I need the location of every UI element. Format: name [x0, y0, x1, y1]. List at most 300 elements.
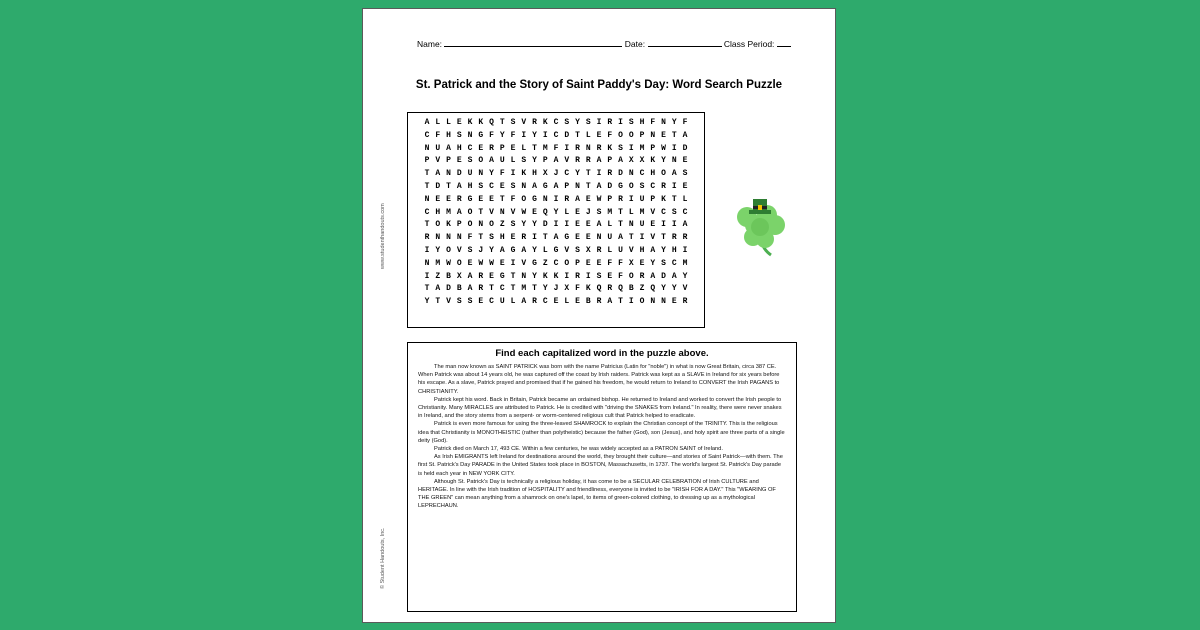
grid-row	[412, 284, 700, 297]
grid-letter: S	[618, 143, 623, 153]
grid-letter: I	[553, 220, 559, 230]
grid-letter: N	[446, 169, 451, 179]
grid-letter: Q	[596, 284, 602, 294]
grid-letter: G	[510, 245, 516, 255]
grid-letter: D	[661, 271, 666, 281]
grid-letter: E	[499, 181, 505, 191]
grid-letter: E	[435, 194, 441, 204]
grid-letter: Y	[671, 118, 677, 127]
grid-letter: Y	[650, 258, 656, 268]
grid-letter: P	[456, 220, 462, 230]
grid-letter: M	[607, 207, 613, 217]
grid-letter: Y	[532, 156, 537, 166]
grid-letter: R	[661, 181, 666, 191]
grid-letter: N	[424, 258, 430, 268]
grid-letter: C	[489, 181, 494, 191]
grid-letter: A	[435, 284, 441, 294]
grid-row	[412, 246, 700, 259]
grid-letter: K	[553, 271, 559, 281]
grid-letter: A	[521, 245, 527, 255]
grid-letter: A	[650, 245, 656, 255]
grid-letter: U	[639, 194, 645, 204]
grid-letter: T	[585, 169, 591, 179]
grid-letter: N	[521, 271, 527, 281]
side-copyright: © Student Handouts, Inc.	[380, 527, 386, 589]
grid-letter: A	[467, 271, 473, 281]
date-label: Date:	[624, 39, 646, 49]
grid-letter: M	[521, 284, 527, 294]
instructions-paragraph: As Irish EMIGRANTS left Ireland for destinations around the world, they brought their culture—and stories of Saint Patrick—with them. The first St. Patrick's Day PARADE in the United States took place in BOSTON, Massachusetts, in 1737. The world's largest St. Patrick's Day parade is held each year in NEW YORK CITY.	[418, 454, 783, 477]
grid-letter: C	[424, 207, 430, 217]
grid-letter: O	[521, 194, 527, 204]
grid-letter: S	[467, 245, 473, 255]
grid-letter: A	[446, 143, 451, 153]
grid-letter: E	[585, 233, 591, 243]
grid-letter: V	[521, 258, 527, 268]
period-label: Class Period:	[723, 39, 775, 49]
grid-row	[412, 182, 700, 195]
grid-letter: L	[607, 245, 613, 255]
grid-letter: C	[661, 207, 666, 217]
grid-letter: N	[435, 233, 441, 243]
grid-letter: R	[585, 156, 591, 166]
grid-letter: T	[542, 233, 548, 243]
grid-letter: E	[650, 220, 656, 230]
grid-letter: I	[553, 194, 559, 204]
grid-letter: C	[489, 297, 494, 307]
grid-letter: A	[424, 118, 430, 127]
grid-letter: K	[542, 118, 548, 127]
grid-letter: T	[532, 143, 537, 153]
grid-letter: G	[499, 271, 505, 281]
grid-letter: O	[478, 156, 484, 166]
grid-letter: A	[499, 245, 505, 255]
grid-letter: T	[424, 181, 430, 191]
grid-letter: L	[682, 194, 688, 204]
grid-letter: Y	[682, 271, 688, 281]
grid-letter: K	[478, 118, 484, 127]
grid-letter: F	[467, 233, 473, 243]
grid-letter: W	[478, 258, 484, 268]
shamrock-icon	[731, 195, 789, 257]
grid-letter: C	[682, 207, 688, 217]
grid-letter: S	[596, 207, 602, 217]
grid-row	[412, 208, 700, 221]
grid-letter: L	[521, 143, 527, 153]
grid-letter: N	[456, 233, 462, 243]
period-blank	[777, 39, 791, 47]
grid-letter: U	[618, 245, 623, 255]
grid-letter: N	[628, 169, 634, 179]
grid-letter: V	[650, 207, 656, 217]
grid-letter: L	[628, 207, 634, 217]
grid-letter: O	[628, 181, 634, 191]
grid-row	[412, 131, 700, 144]
grid-letter: T	[489, 284, 494, 294]
grid-letter: E	[639, 258, 645, 268]
grid-letter: V	[446, 297, 451, 307]
grid-letter: D	[607, 181, 613, 191]
grid-letter: I	[596, 169, 602, 179]
grid-letter: F	[682, 118, 688, 127]
grid-letter: J	[553, 169, 559, 179]
grid-letter: S	[564, 118, 570, 127]
grid-letter: P	[607, 194, 613, 204]
grid-row	[412, 195, 700, 208]
grid-letter: F	[435, 130, 441, 140]
grid-letter: T	[671, 130, 677, 140]
grid-letter: C	[564, 169, 570, 179]
grid-letter: B	[456, 284, 462, 294]
grid-letter: R	[575, 156, 580, 166]
grid-letter: R	[575, 271, 580, 281]
grid-letter: Y	[553, 207, 559, 217]
grid-row	[412, 272, 700, 285]
grid-letter: I	[564, 143, 570, 153]
grid-letter: P	[650, 194, 656, 204]
grid-letter: N	[650, 297, 656, 307]
grid-letter: T	[499, 194, 505, 204]
grid-letter: M	[639, 143, 645, 153]
grid-letter: F	[510, 194, 516, 204]
grid-letter: V	[682, 284, 688, 294]
grid-letter: A	[467, 284, 473, 294]
grid-letter: D	[456, 169, 462, 179]
grid-letter: A	[489, 156, 494, 166]
grid-letter: E	[585, 194, 591, 204]
grid-letter: O	[489, 220, 494, 230]
grid-letter: I	[661, 220, 666, 230]
grid-letter: Y	[532, 130, 537, 140]
grid-letter: R	[682, 297, 688, 307]
grid-letter: Y	[521, 220, 527, 230]
grid-letter: Y	[661, 284, 666, 294]
grid-letter: A	[671, 271, 677, 281]
grid-letter: R	[618, 194, 623, 204]
grid-letter: E	[682, 156, 688, 166]
grid-letter: Q	[650, 284, 656, 294]
grid-letter: R	[521, 233, 527, 243]
grid-letter: U	[435, 143, 441, 153]
grid-letter: S	[661, 258, 666, 268]
grid-letter: K	[585, 284, 591, 294]
grid-letter: F	[618, 258, 623, 268]
grid-letter: P	[575, 258, 580, 268]
grid-letter: S	[628, 118, 634, 127]
grid-letter: A	[682, 220, 688, 230]
grid-letter: N	[446, 233, 451, 243]
grid-letter: T	[618, 220, 623, 230]
grid-letter: T	[478, 233, 484, 243]
grid-letter: Y	[489, 245, 494, 255]
grid-letter: E	[510, 233, 516, 243]
grid-letter: L	[585, 130, 591, 140]
grid-letter: Q	[542, 207, 548, 217]
grid-row	[412, 259, 700, 272]
grid-letter: S	[575, 245, 580, 255]
grid-letter: L	[564, 207, 570, 217]
side-url: www.studenthandouts.com	[380, 203, 386, 269]
grid-letter: W	[521, 207, 527, 217]
grid-letter: C	[553, 118, 559, 127]
grid-letter: Y	[661, 156, 666, 166]
name-label: Name:	[417, 39, 443, 49]
grid-letter: Y	[575, 118, 580, 127]
grid-letter: R	[532, 297, 537, 307]
grid-letter: I	[564, 271, 570, 281]
grid-letter: V	[564, 245, 570, 255]
grid-letter: P	[542, 156, 548, 166]
grid-letter: J	[553, 284, 559, 294]
grid-letter: V	[564, 156, 570, 166]
grid-letter: I	[542, 130, 548, 140]
grid-letter: D	[618, 169, 623, 179]
grid-letter: T	[478, 207, 484, 217]
grid-letter: P	[564, 181, 570, 191]
student-info-line	[417, 39, 791, 49]
grid-letter: H	[435, 207, 441, 217]
grid-letter: P	[499, 143, 505, 153]
grid-letter: K	[542, 271, 548, 281]
grid-letter: G	[618, 181, 623, 191]
grid-letter: E	[456, 118, 462, 127]
grid-letter: V	[650, 233, 656, 243]
grid-letter: P	[650, 143, 656, 153]
grid-letter: E	[682, 181, 688, 191]
grid-row	[412, 233, 700, 246]
grid-letter: T	[510, 284, 516, 294]
grid-letter: R	[639, 271, 645, 281]
grid-letter: N	[499, 207, 505, 217]
grid-letter: I	[521, 130, 527, 140]
grid-letter: G	[553, 245, 559, 255]
grid-letter: I	[671, 143, 677, 153]
grid-letter: O	[639, 297, 645, 307]
grid-letter: A	[521, 297, 527, 307]
word-search-grid	[407, 112, 705, 328]
grid-letter: O	[564, 258, 570, 268]
grid-letter: O	[467, 220, 473, 230]
grid-letter: B	[585, 297, 591, 307]
grid-letter: L	[510, 297, 516, 307]
grid-letter: T	[446, 181, 451, 191]
grid-letter: X	[628, 156, 634, 166]
grid-letter: R	[478, 284, 484, 294]
grid-letter: A	[682, 130, 688, 140]
grid-letter: A	[456, 181, 462, 191]
grid-letter: A	[435, 169, 441, 179]
grid-letter: J	[585, 207, 591, 217]
grid-letter: T	[424, 220, 430, 230]
grid-letter: R	[596, 245, 602, 255]
grid-letter: N	[628, 220, 634, 230]
grid-letter: R	[596, 143, 602, 153]
grid-letter: I	[510, 258, 516, 268]
grid-letter: N	[671, 156, 677, 166]
grid-letter: O	[661, 169, 666, 179]
grid-letter: T	[424, 284, 430, 294]
grid-letter: N	[661, 297, 666, 307]
grid-letter: H	[532, 169, 537, 179]
grid-letter: S	[510, 118, 516, 127]
grid-letter: F	[553, 143, 559, 153]
grid-letter: U	[639, 220, 645, 230]
grid-letter: P	[446, 156, 451, 166]
grid-letter: N	[424, 143, 430, 153]
grid-letter: F	[618, 271, 623, 281]
grid-letter: T	[661, 233, 666, 243]
grid-letter: N	[478, 220, 484, 230]
grid-letter: H	[446, 130, 451, 140]
grid-letter: I	[628, 143, 634, 153]
grid-letter: W	[661, 143, 666, 153]
grid-letter: S	[478, 181, 484, 191]
grid-letter: I	[564, 220, 570, 230]
instructions-paragraph: Patrick kept his word. Back in Britain, Patrick became an ordained bishop. He returned to Ireland and worked to convert the Irish people to Christianity. Many MIRACLES are attributed to Patrick. He is credited with "driving the SNAKES from Ireland." In reality, there were never snakes in Ireland, and the story stems from a serpent- or worm-centered religious cult that Patrick helped to eradicate.	[418, 396, 782, 420]
grid-letter: Y	[575, 169, 580, 179]
grid-letter: A	[618, 156, 623, 166]
grid-letter: V	[456, 245, 462, 255]
grid-letter: T	[618, 207, 623, 217]
grid-row	[412, 118, 700, 131]
grid-row	[412, 220, 700, 233]
grid-letter: R	[671, 233, 677, 243]
grid-letter: G	[467, 194, 473, 204]
grid-letter: O	[456, 258, 462, 268]
grid-letter: E	[478, 194, 484, 204]
instructions-paragraph: Although St. Patrick's Day is technically a religious holiday, it has come to be a SECULAR CELEBRATION of Irish CULTURE and HERITAGE. In line with the Irish tradition of HOSPITALITY and friendliness, everyone is invited to be "IRISH FOR A DAY." This "WEARING OF THE GREEN" can mean anything from a shamrock on one's lapel, to items of green-colored clothing, to dressing up as a mythological LEPRECHAUN.	[418, 478, 776, 510]
grid-letter: H	[639, 245, 645, 255]
grid-letter: H	[499, 233, 505, 243]
grid-letter: E	[467, 258, 473, 268]
grid-letter: C	[424, 130, 430, 140]
grid-letter: I	[628, 297, 634, 307]
grid-letter: K	[650, 156, 656, 166]
page-title: St. Patrick and the Story of Saint Paddy's Day: Word Search Puzzle	[415, 79, 783, 91]
grid-letter: X	[628, 258, 634, 268]
grid-letter: I	[585, 271, 591, 281]
grid-letter: I	[671, 181, 677, 191]
grid-letter: T	[435, 297, 441, 307]
grid-letter: Y	[542, 284, 548, 294]
grid-letter: Y	[671, 284, 677, 294]
grid-letter: O	[435, 220, 441, 230]
grid-letter: E	[532, 207, 537, 217]
grid-letter: I	[596, 118, 602, 127]
grid-letter: V	[510, 207, 516, 217]
grid-letter: D	[446, 284, 451, 294]
instructions-paragraph: Patrick is even more famous for using the three-leaved SHAMROCK to explain the Christian concept of the TRINITY. This is the religious idea that Christianity is MONOTHEISTIC (rather than polytheistic) because the father (God), son (Jesus), and holy spirit are three parts of a single deity (God).	[418, 421, 785, 444]
grid-letter: V	[521, 118, 527, 127]
grid-letter: C	[542, 297, 548, 307]
grid-letter: F	[575, 284, 580, 294]
grid-letter: S	[489, 233, 494, 243]
grid-letter: U	[499, 297, 505, 307]
date-blank	[648, 39, 722, 47]
grid-letter: K	[467, 118, 473, 127]
instructions-paragraph: The man now known as SAINT PATRICK was born with the name Patricius (Latin for "noble") in what is now Great Britain, circa 387 CE. When Patrick was about 14 years old, he was captured off the coast by Irish raiders. Patrick was kept as a SLAVE in Ireland for six years before his escape. As a slave, Patrick prayed and promised that if he gained his freedom, he would return to Ireland to CONVERT the Irish PAGANS to CHRISTIANITY.	[418, 364, 780, 395]
grid-letter: A	[553, 233, 559, 243]
grid-letter: Y	[532, 245, 537, 255]
grid-letter: W	[489, 258, 494, 268]
grid-letter: T	[532, 284, 537, 294]
grid-letter: R	[682, 233, 688, 243]
grid-letter: O	[628, 130, 634, 140]
grid-letter: H	[639, 118, 645, 127]
grid-letter: F	[607, 258, 613, 268]
grid-letter: X	[542, 169, 548, 179]
grid-letter: M	[435, 258, 441, 268]
instructions-paragraph: Patrick died on March 17, 493 CE. Within a few centuries, he was widely accepted as a PATRON SAINT of Ireland.	[434, 446, 723, 453]
grid-letter: L	[542, 245, 548, 255]
grid-letter: T	[510, 271, 516, 281]
grid-letter: A	[671, 169, 677, 179]
grid-letter: Z	[639, 284, 645, 294]
grid-letter: M	[542, 143, 548, 153]
grid-row	[412, 156, 700, 169]
grid-letter: Y	[532, 220, 537, 230]
grid-letter: E	[489, 271, 494, 281]
grid-letter: R	[456, 194, 462, 204]
grid-letter: Y	[499, 130, 505, 140]
grid-letter: A	[618, 233, 623, 243]
grid-letter: U	[607, 233, 613, 243]
grid-letter: E	[575, 297, 580, 307]
grid-letter: H	[456, 143, 462, 153]
grid-letter: M	[639, 207, 645, 217]
grid-letter: S	[510, 181, 516, 191]
grid-letter: P	[424, 156, 430, 166]
grid-letter: G	[532, 258, 537, 268]
grid-letter: N	[542, 194, 548, 204]
grid-letter: R	[489, 143, 494, 153]
grid-letter: N	[424, 194, 430, 204]
grid-letter: N	[478, 169, 484, 179]
grid-letter: O	[446, 245, 451, 255]
grid-letter: N	[467, 130, 473, 140]
grid-letter: S	[467, 156, 473, 166]
grid-letter: F	[489, 130, 494, 140]
grid-letter: A	[596, 220, 602, 230]
grid-letter: L	[435, 118, 441, 127]
grid-letter: D	[542, 220, 548, 230]
grid-letter: G	[478, 130, 484, 140]
grid-letter: S	[456, 297, 462, 307]
grid-letter: O	[467, 207, 473, 217]
grid-letter: P	[607, 156, 613, 166]
grid-letter: R	[575, 143, 580, 153]
grid-letter: A	[456, 207, 462, 217]
grid-letter: A	[553, 156, 559, 166]
grid-letter: F	[650, 118, 656, 127]
grid-row	[412, 297, 700, 310]
grid-letter: R	[424, 233, 430, 243]
grid-letter: Y	[532, 271, 537, 281]
grid-letter: E	[596, 130, 602, 140]
grid-letter: S	[596, 271, 602, 281]
grid-letter: E	[553, 297, 559, 307]
grid-letter: I	[628, 194, 634, 204]
grid-letter: R	[564, 194, 570, 204]
grid-row	[412, 169, 700, 182]
grid-letter: T	[575, 130, 580, 140]
grid-letter: A	[596, 181, 602, 191]
instructions-heading: Find each capitalized word in the puzzle above.	[495, 348, 709, 359]
instructions-box	[407, 342, 797, 612]
grid-letter: Z	[542, 258, 548, 268]
grid-letter: T	[671, 194, 677, 204]
grid-letter: E	[596, 258, 602, 268]
